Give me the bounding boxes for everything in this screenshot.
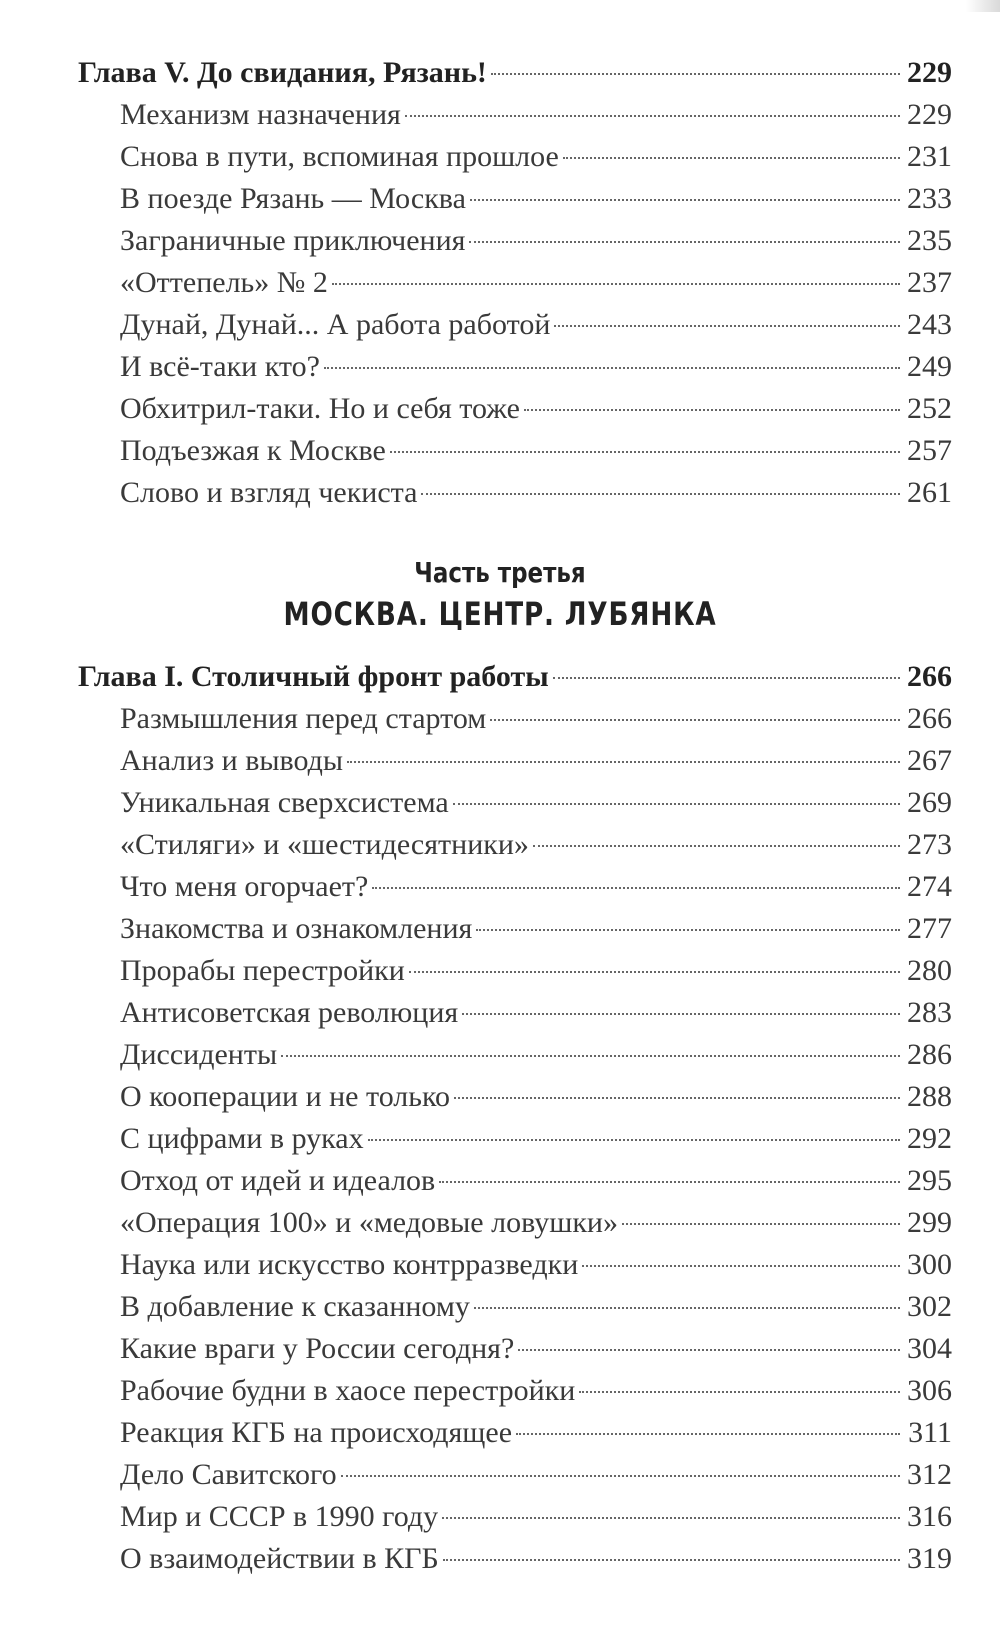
- toc-entry[interactable]: [78, 388, 952, 430]
- dot-leader: [533, 845, 900, 847]
- page-number: 292: [907, 1122, 952, 1155]
- toc-entry[interactable]: [78, 1286, 952, 1328]
- entry-title: Реакция КГБ на происходящее: [120, 1416, 513, 1449]
- toc-section-chapter-1: [78, 656, 952, 1580]
- entry-title: Какие враги у России сегодня?: [120, 1332, 515, 1365]
- dot-leader: [462, 1013, 900, 1015]
- dot-leader: [405, 115, 900, 117]
- page-number: 286: [907, 1038, 952, 1071]
- page-number: 316: [907, 1500, 952, 1533]
- toc-entry[interactable]: [78, 908, 952, 950]
- page-number: 267: [907, 744, 952, 777]
- toc-entry[interactable]: [78, 1160, 952, 1202]
- dot-leader: [470, 199, 900, 201]
- toc-entry[interactable]: [78, 866, 952, 908]
- dot-leader: [442, 1517, 900, 1519]
- page-number: 249: [907, 350, 952, 383]
- dot-leader: [332, 283, 900, 285]
- dot-leader: [324, 367, 900, 369]
- page-number: 266: [907, 660, 952, 693]
- toc-entry[interactable]: [78, 992, 952, 1034]
- page-number: 311: [908, 1416, 952, 1449]
- entry-title: Отход от идей и идеалов: [120, 1164, 436, 1197]
- dot-leader: [281, 1055, 900, 1057]
- part-title: МОСКВА. ЦЕНТР. ЛУБЯНКА: [283, 595, 717, 633]
- dot-leader: [439, 1181, 900, 1183]
- page-number: 266: [907, 702, 952, 735]
- page-number: 235: [907, 224, 952, 257]
- chapter-title: Глава I. Столичный фронт работы: [78, 660, 549, 693]
- entry-title: О кооперации и не только: [120, 1080, 451, 1113]
- toc-entry[interactable]: [78, 1496, 952, 1538]
- page-number: 312: [907, 1458, 952, 1491]
- dot-leader: [474, 1307, 900, 1309]
- page-number: 274: [907, 870, 952, 903]
- toc-entry[interactable]: [78, 782, 952, 824]
- page-number: 304: [907, 1332, 952, 1365]
- dot-leader: [524, 409, 900, 411]
- entry-title: Уникальная сверхсистема: [120, 786, 449, 819]
- entry-title: Заграничные приключения: [120, 224, 466, 257]
- entry-title: Знакомства и ознакомления: [120, 912, 473, 945]
- dot-leader: [554, 325, 900, 327]
- page-number: 261: [907, 476, 952, 509]
- toc-entry[interactable]: [78, 262, 952, 304]
- page-number: 243: [907, 308, 952, 341]
- entry-title: Дунай, Дунай... А работа работой: [120, 308, 551, 341]
- dot-leader: [563, 157, 900, 159]
- entry-title: «Стиляги» и «шестидесятники»: [120, 828, 529, 861]
- page-number: 288: [907, 1080, 952, 1113]
- page-number: 300: [907, 1248, 952, 1281]
- page-number: 319: [907, 1542, 952, 1575]
- toc-entry[interactable]: [78, 178, 952, 220]
- toc-chapter-entry[interactable]: [78, 52, 952, 94]
- page-number: 299: [907, 1206, 952, 1239]
- page-number: 237: [907, 266, 952, 299]
- page-number: 280: [907, 954, 952, 987]
- page-number: 252: [907, 392, 952, 425]
- toc-entry[interactable]: [78, 220, 952, 262]
- toc-entry[interactable]: [78, 1076, 952, 1118]
- toc-entry[interactable]: [78, 1034, 952, 1076]
- toc-entry[interactable]: [78, 1370, 952, 1412]
- toc-subsection-list: [78, 698, 952, 1580]
- toc-entry[interactable]: [78, 136, 952, 178]
- part-heading: [0, 555, 1000, 637]
- dot-leader: [347, 761, 900, 763]
- toc-entry[interactable]: [78, 1244, 952, 1286]
- page-number: 277: [907, 912, 952, 945]
- entry-title: Что меня огорчает?: [120, 870, 369, 903]
- dot-leader: [582, 1265, 900, 1267]
- page-number: 233: [907, 182, 952, 215]
- page-number: 273: [907, 828, 952, 861]
- toc-entry[interactable]: [78, 430, 952, 472]
- dot-leader: [622, 1223, 900, 1225]
- entry-title: В поезде Рязань — Москва: [120, 182, 466, 215]
- toc-entry[interactable]: [78, 698, 952, 740]
- toc-entry[interactable]: [78, 94, 952, 136]
- entry-title: Снова в пути, вспоминая прошлое: [120, 140, 559, 173]
- dot-leader: [409, 971, 900, 973]
- toc-entry[interactable]: [78, 1118, 952, 1160]
- dot-leader: [490, 719, 900, 721]
- entry-title: Антисоветская революция: [120, 996, 459, 1029]
- entry-title: «Операция 100» и «медовые ловушки»: [120, 1206, 618, 1239]
- toc-entry[interactable]: [78, 1454, 952, 1496]
- entry-title: Механизм назначения: [120, 98, 401, 131]
- entry-title: Подъезжая к Москве: [120, 434, 386, 467]
- dot-leader: [579, 1391, 900, 1393]
- entry-title: Наука или искусство контрразведки: [120, 1248, 579, 1281]
- entry-title: О взаимодействии в КГБ: [120, 1542, 439, 1575]
- toc-entry[interactable]: [78, 1202, 952, 1244]
- dot-leader: [443, 1559, 900, 1561]
- dot-leader: [553, 677, 900, 679]
- dot-leader: [390, 451, 900, 453]
- part-label: Часть третья: [414, 556, 586, 589]
- page-number: 306: [907, 1374, 952, 1407]
- toc-entry[interactable]: [78, 824, 952, 866]
- page-number: 283: [907, 996, 952, 1029]
- page-number: 231: [907, 140, 952, 173]
- entry-title: Размышления перед стартом: [120, 702, 487, 735]
- toc-entry[interactable]: [78, 472, 952, 514]
- entry-title: Мир и СССР в 1990 году: [120, 1500, 439, 1533]
- toc-subsection-list: [78, 94, 952, 514]
- toc-entry[interactable]: [78, 950, 952, 992]
- toc-entry[interactable]: [78, 740, 952, 782]
- entry-title: Обхитрил-таки. Но и себя тоже: [120, 392, 520, 425]
- entry-title: Прорабы перестройки: [120, 954, 405, 987]
- entry-title: С цифрами в руках: [120, 1122, 364, 1155]
- dot-leader: [453, 803, 900, 805]
- dot-leader: [421, 493, 900, 495]
- entry-title: «Оттепель» № 2: [120, 266, 328, 299]
- chapter-title: Глава V. До свидания, Рязань!: [78, 56, 487, 89]
- page-number: 295: [907, 1164, 952, 1197]
- entry-title: Дело Савитского: [120, 1458, 337, 1491]
- entry-title: Анализ и выводы: [120, 744, 344, 777]
- dot-leader: [518, 1349, 900, 1351]
- toc-entry[interactable]: [78, 1538, 952, 1580]
- dot-leader: [491, 73, 900, 75]
- toc-section-chapter-5: [78, 52, 952, 514]
- page-number: 257: [907, 434, 952, 467]
- page-number: 269: [907, 786, 952, 819]
- toc-chapter-entry[interactable]: [78, 656, 952, 698]
- toc-entry[interactable]: [78, 304, 952, 346]
- entry-title: Рабочие будни в хаосе перестройки: [120, 1374, 576, 1407]
- entry-title: Диссиденты: [120, 1038, 278, 1071]
- dot-leader: [372, 887, 900, 889]
- page-number: 229: [907, 56, 952, 89]
- dot-leader: [341, 1475, 900, 1477]
- dot-leader: [469, 241, 900, 243]
- toc-entry[interactable]: [78, 1412, 952, 1454]
- entry-title: Слово и взгляд чекиста: [120, 476, 418, 509]
- dot-leader: [454, 1097, 900, 1099]
- entry-title: В добавление к сказанному: [120, 1290, 470, 1323]
- dot-leader: [368, 1139, 900, 1141]
- toc-entry[interactable]: [78, 346, 952, 388]
- toc-entry[interactable]: [78, 1328, 952, 1370]
- dot-leader: [516, 1433, 900, 1435]
- dot-leader: [476, 929, 900, 931]
- entry-title: И всё-таки кто?: [120, 350, 320, 383]
- page-number: 302: [907, 1290, 952, 1323]
- page-number: 229: [907, 98, 952, 131]
- page-edge-mark: [966, 0, 1000, 12]
